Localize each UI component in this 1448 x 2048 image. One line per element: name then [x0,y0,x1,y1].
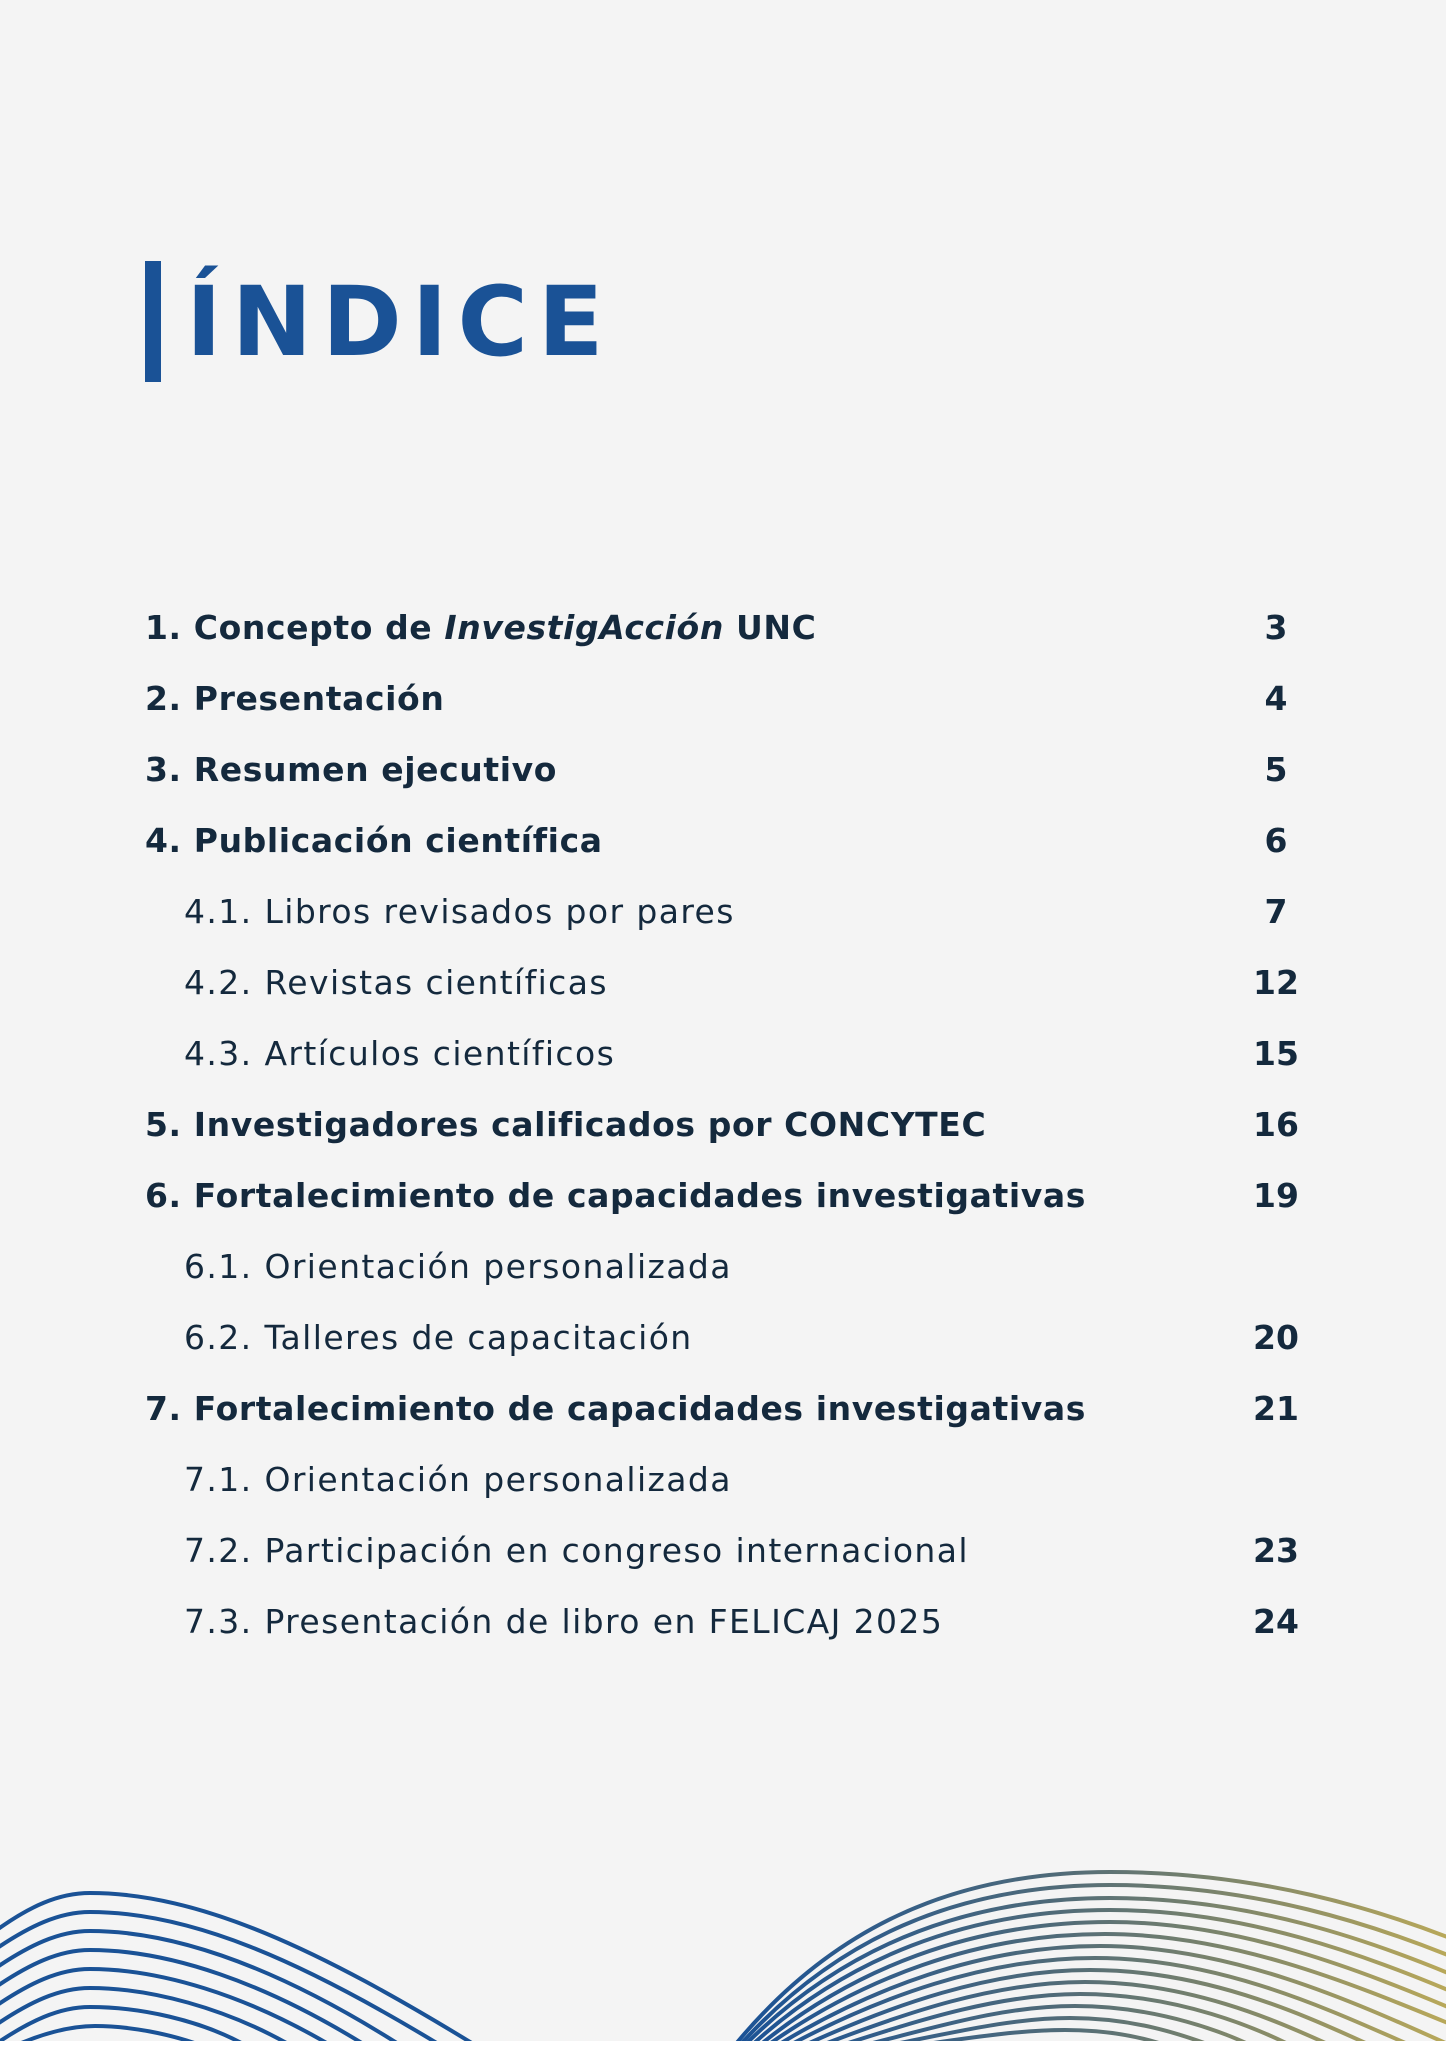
toc-page-number: 6 [1264,821,1288,860]
toc-entry-6-1[interactable] [0,1242,1446,1292]
toc-entry-label: 7.1. Orientación personalizada [184,1460,732,1499]
toc-entry-label: 3. Resumen ejecutivo [145,750,558,789]
left-wave-lines [0,1893,475,2041]
page-title: ÍNDICE [186,266,614,378]
toc-page-number: 24 [1253,1602,1299,1641]
toc-entry-5[interactable] [0,1100,1446,1150]
toc-page-number: 5 [1264,750,1288,789]
toc-page-number: 7 [1264,892,1288,931]
toc-entry-label: 4.1. Libros revisados por pares [184,892,735,931]
toc-entry-4[interactable] [0,816,1446,866]
toc-page-number: 16 [1253,1105,1299,1144]
toc-page-number: 23 [1253,1531,1299,1570]
toc-entry-italic-term: InvestigAcción [444,608,724,647]
toc-page-number: 15 [1253,1034,1299,1073]
decorative-waves [0,1840,1446,2041]
toc-entry-label: 7.2. Participación en congreso internacional [184,1531,969,1570]
toc-entry-label: 1. Concepto de InvestigAcción UNC [145,608,817,647]
toc-page-number: 20 [1253,1318,1299,1357]
toc-entry-label: 4. Publicación científica [145,821,603,860]
toc-entry-3[interactable] [0,745,1446,795]
toc-entry-2[interactable] [0,674,1446,724]
toc-entry-label: 6.2. Talleres de capacitación [184,1318,693,1357]
right-wave-lines [735,1872,1446,2041]
toc-entry-label: 4.2. Revistas científicas [184,963,608,1002]
toc-entry-4-1[interactable] [0,887,1446,937]
toc-entry-7-1[interactable] [0,1455,1446,1505]
title-accent-bar [145,261,161,382]
toc-entry-4-2[interactable] [0,958,1446,1008]
toc-entry-7-2[interactable] [0,1526,1446,1576]
toc-entry-4-3[interactable] [0,1029,1446,1079]
toc-entry-label: 7. Fortalecimiento de capacidades investigativas [145,1389,1086,1428]
toc-page-number: 3 [1264,608,1288,647]
toc-entry-6[interactable] [0,1171,1446,1221]
toc-entry-label: 2. Presentación [145,679,445,718]
toc-entry-6-2[interactable] [0,1313,1446,1363]
toc-page-number: 4 [1264,679,1288,718]
toc-entry-label: 6. Fortalecimiento de capacidades investigativas [145,1176,1086,1215]
toc-page-number: 21 [1253,1389,1299,1428]
toc-entry-label: 5. Investigadores calificados por CONCYTEC [145,1105,987,1144]
toc-page-number: 19 [1253,1176,1299,1215]
toc-entry-label: 4.3. Artículos científicos [184,1034,616,1073]
toc-entry-7-3[interactable] [0,1597,1446,1647]
toc-entry-1[interactable] [0,603,1446,653]
toc-page-number: 12 [1253,963,1299,1002]
toc-entry-label: 7.3. Presentación de libro en FELICAJ 2025 [184,1602,944,1641]
toc-entry-label: 6.1. Orientación personalizada [184,1247,732,1286]
toc-entry-7[interactable] [0,1384,1446,1434]
